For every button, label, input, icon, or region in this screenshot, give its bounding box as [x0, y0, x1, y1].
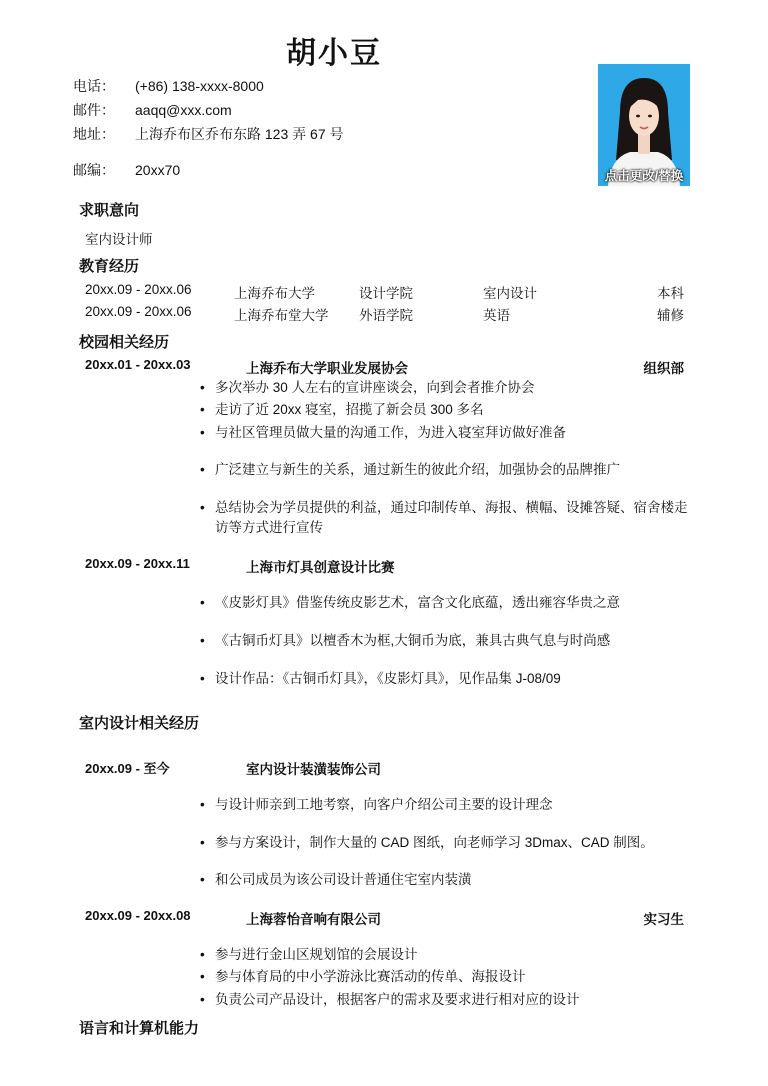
entry-period: 20xx.09 - 20xx.08	[85, 908, 191, 923]
entry-organization: 上海蓉怡音响有限公司	[246, 912, 381, 927]
contact-email	[73, 100, 232, 120]
contact-label: 邮件：	[73, 102, 115, 118]
list-item: • 和公司成员为该公司设计普通住宅室内装潢	[200, 870, 692, 890]
contact-label: 电话：	[73, 78, 115, 94]
list-item: • 参与体育局的中小学游泳比赛活动的传单、海报设计	[200, 967, 692, 987]
section-interior: 室内设计相关经历	[79, 715, 200, 732]
list-item: • 《古铜币灯具》以檀香木为框,大铜币为底，兼具古典气息与时尚感	[200, 631, 692, 651]
entry-period: 20xx.01 - 20xx.03	[85, 357, 191, 372]
edu-period: 20xx.09 - 20xx.06	[85, 282, 192, 297]
contact-address	[73, 124, 344, 144]
objective-value: 室内设计师	[85, 232, 153, 247]
entry-period: 20xx.09 - 至今	[85, 761, 170, 776]
edu-degree: 辅修	[657, 308, 684, 323]
edu-school: 上海乔布堂大学	[234, 308, 329, 323]
section-education: 教育经历	[79, 258, 140, 275]
contact-value: 20xx70	[135, 162, 181, 178]
edu-major: 英语	[483, 308, 510, 323]
list-item: • 多次举办 30 人左右的宣讲座谈会，向到会者推介协会	[200, 378, 692, 398]
candidate-name: 胡小豆	[286, 37, 382, 70]
edu-college: 外语学院	[359, 308, 413, 323]
entry-period: 20xx.09 - 20xx.11	[85, 556, 190, 571]
contact-phone	[73, 76, 264, 96]
edu-college: 设计学院	[359, 286, 413, 301]
entry-organization: 上海市灯具创意设计比赛	[246, 560, 395, 575]
entry-organization: 上海乔布大学职业发展协会	[246, 361, 408, 376]
edu-school: 上海乔布大学	[234, 286, 315, 301]
section-objective: 求职意向	[79, 202, 140, 219]
list-item: • 《皮影灯具》借鉴传统皮影艺术，富含文化底蕴，透出雍容华贵之意	[200, 593, 692, 613]
photo-caption: 点击更改/替换	[604, 169, 684, 183]
list-item: • 广泛建立与新生的关系，通过新生的彼此介绍，加强协会的品牌推广	[200, 460, 692, 480]
list-item: • 走访了近 20xx 寝室，招揽了新会员 300 多名	[200, 400, 692, 420]
contact-postcode	[73, 160, 180, 180]
contact-value: (+86) 138-xxxx-8000	[135, 78, 264, 94]
list-item: • 参与方案设计，制作大量的 CAD 图纸，向老师学习 3Dmax、CAD 制图。	[200, 833, 692, 853]
section-skills: 语言和计算机能力	[79, 1020, 200, 1037]
profile-photo[interactable]	[598, 64, 690, 186]
contact-label: 邮编：	[73, 162, 115, 178]
list-item: • 负责公司产品设计，根据客户的需求及要求进行相对应的设计	[200, 990, 692, 1010]
entry-role: 实习生	[643, 912, 684, 927]
list-item: • 与设计师亲到工地考察，向客户介绍公司主要的设计理念	[200, 795, 692, 815]
contact-value: aaqq@xxx.com	[135, 102, 232, 118]
contact-value: 上海乔布区乔布东路 123 弄 67 号	[135, 126, 344, 142]
list-item: • 设计作品：《古铜币灯具》，《皮影灯具》，见作品集 J-08/09	[200, 669, 692, 689]
contact-label: 地址：	[73, 126, 115, 142]
edu-degree: 本科	[657, 286, 684, 301]
edu-major: 室内设计	[483, 286, 537, 301]
section-campus: 校园相关经历	[79, 334, 170, 351]
list-item: • 与社区管理员做大量的沟通工作，为进入寝室拜访做好准备	[200, 423, 692, 443]
list-item: • 参与进行金山区规划馆的会展设计	[200, 945, 692, 965]
entry-role: 组织部	[643, 361, 684, 376]
edu-period: 20xx.09 - 20xx.06	[85, 304, 192, 319]
list-item: • 总结协会为学员提供的利益，通过印制传单、海报、横幅、设摊答疑、宿舍楼走访等方式进行宣传	[200, 498, 692, 538]
entry-organization: 室内设计装潢装饰公司	[246, 762, 381, 777]
